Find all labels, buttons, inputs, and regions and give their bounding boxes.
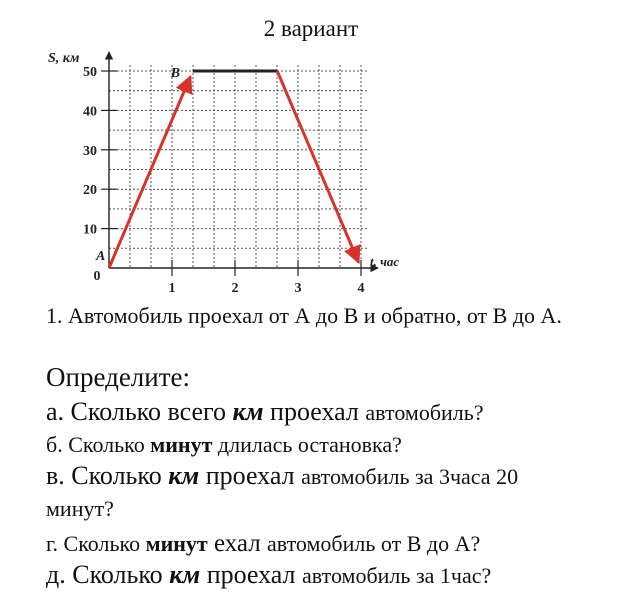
question-v-line1: в. Сколько км проехал автомобиль за 3часа 20 [46, 461, 519, 490]
question-b: б. Сколько минут длилась остановка? [46, 432, 402, 457]
x-tick-label: 1 [168, 281, 176, 296]
chart-axes [109, 52, 378, 268]
x-tick-label: 2 [231, 281, 239, 296]
x-axis-label: t, час [370, 254, 400, 269]
y-tick-label: 50 [83, 65, 97, 80]
y-tick-label: 40 [83, 104, 97, 120]
point-b-label: B [170, 66, 181, 81]
x-tick-label: 3 [294, 281, 302, 296]
x-tick-label: 4 [357, 281, 365, 296]
question-a: а. Сколько всего км проехал автомобиль? [46, 397, 484, 426]
question-g: г. Сколько минут ехал автомобиль от В до А? [46, 530, 481, 557]
y-tick-label: 30 [83, 143, 97, 159]
chart-grid [109, 65, 367, 268]
point-a-label: A [96, 249, 106, 264]
y-tick-label: 10 [83, 222, 97, 238]
question-d: д. Сколько км проехал автомобиль за 1час? [46, 560, 492, 589]
y-tick-label: 20 [83, 183, 97, 199]
segment-a-to-b [109, 77, 190, 268]
y-axis-label: S, км [48, 51, 80, 66]
task-lead: Определите: [46, 362, 191, 392]
segment-b-to-a [277, 71, 358, 262]
question-v-line2: минут? [46, 496, 114, 521]
page-title: 2 вариант [263, 16, 359, 41]
origin-label: 0 [93, 269, 101, 284]
task-statement: 1. Автомобиль проехал от А до В и обратно, от В до А. [46, 303, 562, 328]
distance-time-chart [30, 38, 410, 296]
